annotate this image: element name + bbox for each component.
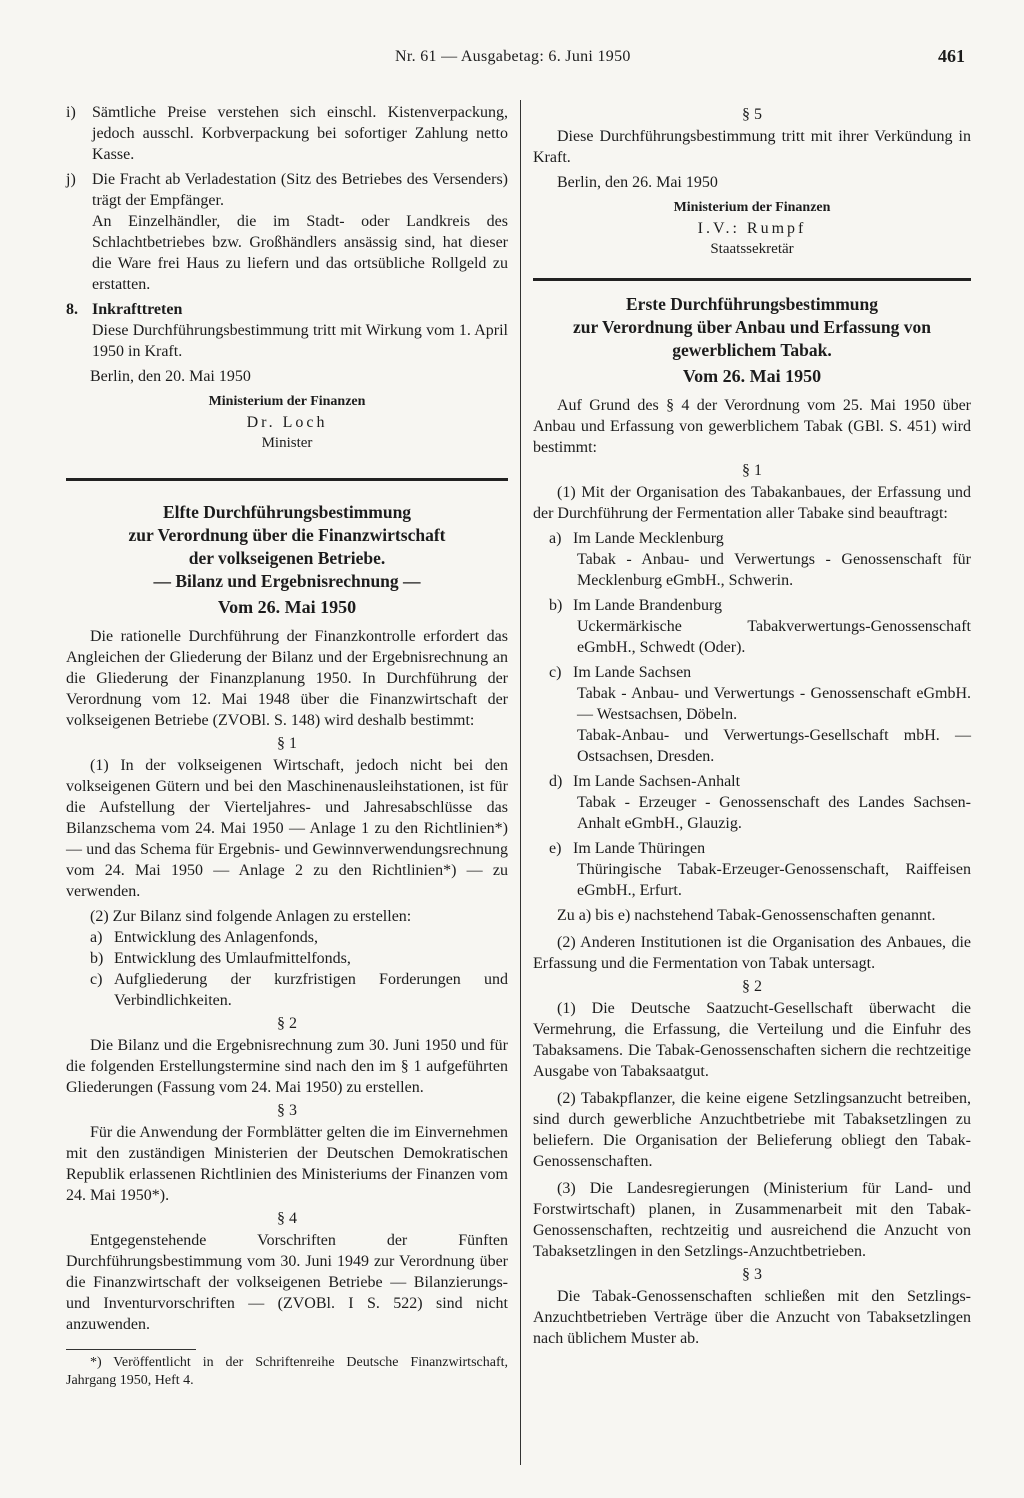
page-number: 461 bbox=[938, 46, 965, 66]
list-label: b) bbox=[90, 950, 104, 967]
paragraph-heading: § 4 bbox=[277, 1210, 297, 1227]
paragraph-text: Die Bilanz und die Ergebnisrechnung zum 30. Juni 1950 und für die folgenden Erstellungstermine sind nach den im § 1 aufgeführten Gliederungen (Fassung vom 24. Mai 1950) zu erstellen. bbox=[66, 1037, 508, 1096]
signature-ministry: Ministerium der Finanzen bbox=[208, 394, 366, 409]
list-label: c) bbox=[90, 971, 103, 988]
title-line: — Bilanz und Ergebnisrechnung — bbox=[153, 571, 421, 591]
paragraph-heading: § 3 bbox=[742, 1266, 762, 1283]
land-name: Im Lande Mecklenburg bbox=[573, 530, 724, 547]
paragraph-heading: § 2 bbox=[742, 978, 762, 995]
footnote-rule bbox=[66, 1349, 196, 1350]
list-label: a) bbox=[90, 929, 103, 946]
list-label: b) bbox=[549, 597, 563, 614]
list-label: a) bbox=[549, 530, 562, 547]
paragraph-heading: § 3 bbox=[277, 1102, 297, 1119]
paragraph-text: Die Tabak-Genossenschaften schließen mit den Setzlings-Anzuchtbetrieben Verträge über die Anzucht von Tabaksetzlingen nach üblichem Muster ab. bbox=[533, 1288, 971, 1347]
signatory-role: Minister bbox=[261, 435, 313, 451]
item-text: Die Fracht ab Verladestation (Sitz des Betriebes des Versenders) trägt der Empfänger. bbox=[92, 171, 508, 209]
title-line: gewerblichem Tabak. bbox=[672, 340, 832, 360]
paragraph-text: (2) Tabakpflanzer, die keine eigene Setzlingsanzucht betreiben, sind durch gewerbliche Anzuchtbetriebe mit Tabaksetzlingen zu beliefern. Die Organisation der Belieferung obliegt den Tabak-Genossenschaften. bbox=[533, 1090, 971, 1170]
list-item bbox=[66, 969, 508, 1011]
paragraph-text: (1) In der volkseigenen Wirtschaft, jedoch nicht bei den volkseigenen Gütern und bei den Maschinenausleihstationen, ist für die Aufstellung der Vierteljahres- und Jahresabschlüsse das Bilanzschema vom 24. Mai 1950 — Anlage 1 zu den Richtlinien*) — und das Schema für Ergebnis- und Gewinnverwendungsrechnung vom 24. Mai 1950 — Anlage 2 zu den Richtlinien*) — zu verwenden. bbox=[66, 757, 508, 900]
organization: Uckermärkische Tabakverwertungs-Genossenschaft eGmbH., Schwedt (Oder). bbox=[577, 618, 971, 656]
section-text: Diese Durchführungsbestimmung tritt mit Wirkung vom 1. April 1950 in Kraft. bbox=[92, 322, 508, 360]
list-label: c) bbox=[549, 664, 562, 681]
item-label: j) bbox=[66, 171, 76, 188]
paragraph-text: Für die Anwendung der Formblätter gelten die im Einvernehmen mit den zuständigen Ministerien der Deutschen Demokratischen Republik erlassenen Richtlinien des Ministeriums der Finanzen vom 24. Mai 1950*). bbox=[66, 1124, 508, 1204]
land-item bbox=[533, 528, 971, 549]
title-line: der volkseigenen Betriebe. bbox=[188, 548, 386, 568]
item-i bbox=[66, 102, 508, 165]
list-text: Entwicklung des Anlagenfonds, bbox=[114, 929, 318, 946]
organization: Tabak - Erzeuger - Genossenschaft des Landes Sachsen-Anhalt eGmbH., Glauzig. bbox=[577, 794, 971, 832]
paragraph-text: Zu a) bis e) nachstehend Tabak-Genossenschaften genannt. bbox=[557, 907, 936, 924]
running-title: Nr. 61 — Ausgabetag: 6. Juni 1950 bbox=[395, 48, 631, 65]
section-rule bbox=[533, 278, 971, 281]
decree-date: Vom 26. Mai 1950 bbox=[682, 366, 822, 386]
paragraph-heading: § 1 bbox=[277, 735, 297, 752]
organization: Thüringische Tabak-Erzeuger-Genossenschaft, Raiffeisen eGmbH., Erfurt. bbox=[577, 861, 971, 899]
paragraph-text: (2) Anderen Institutionen ist die Organisation des Anbaues, die Erfassung und die Fermentation von Tabak untersagt. bbox=[533, 934, 971, 972]
column-divider bbox=[520, 100, 521, 1465]
list-text: Entwicklung des Umlaufmittelfonds, bbox=[114, 950, 351, 967]
land-name: Im Lande Brandenburg bbox=[573, 597, 722, 614]
paragraph-heading: § 5 bbox=[742, 106, 762, 123]
page-header bbox=[0, 44, 1024, 74]
footnote: *) Veröffentlicht in der Schriftenreihe Deutsche Finanzwirtschaft, Jahrgang 1950, Heft 4. bbox=[66, 1355, 508, 1388]
item-text: Sämtliche Preise verstehen sich einschl. Kistenverpackung, jedoch ausschl. Korbverpackung bei sofortiger Zahlung netto Kasse. bbox=[92, 104, 508, 163]
paragraph-text: (1) Mit der Organisation des Tabakanbaues, der Erfassung und der Durchführung der Fermentation aller Tabake sind beauftragt: bbox=[533, 484, 971, 522]
list-item bbox=[66, 948, 508, 969]
decree-date: Vom 26. Mai 1950 bbox=[217, 597, 357, 617]
organization: Tabak - Anbau- und Verwertungs - Genossenschaft für Mecklenburg eGmbH., Schwerin. bbox=[577, 551, 971, 589]
paragraph-text: Diese Durchführungsbestimmung tritt mit ihrer Verkündung in Kraft. bbox=[533, 128, 971, 166]
title-line: Elfte Durchführungsbestimmung bbox=[162, 502, 412, 522]
list-item bbox=[66, 927, 508, 948]
section-8 bbox=[66, 299, 508, 362]
preamble: Auf Grund des § 4 der Verordnung vom 25. Mai 1950 über Anbau und Erfassung von gewerblichem Tabak (GBl. S. 451) wird bestimmt: bbox=[533, 397, 971, 456]
list-label: d) bbox=[549, 773, 563, 790]
list-text: Aufgliederung der kurzfristigen Forderungen und Verbindlichkeiten. bbox=[114, 971, 508, 1009]
section-rule bbox=[66, 478, 508, 481]
land-name: Im Lande Sachsen bbox=[573, 664, 692, 681]
place-date: Berlin, den 20. Mai 1950 bbox=[90, 368, 251, 385]
signature-ministry: Ministerium der Finanzen bbox=[673, 200, 831, 215]
section-label: 8. bbox=[66, 301, 78, 318]
land-item bbox=[533, 771, 971, 792]
paragraph-heading: § 2 bbox=[277, 1015, 297, 1032]
paragraph-heading: § 1 bbox=[742, 462, 762, 479]
title-line: Erste Durchführungsbestimmung bbox=[626, 294, 878, 314]
land-item bbox=[533, 662, 971, 683]
decree-title bbox=[66, 501, 508, 593]
section-title: Inkrafttreten bbox=[92, 301, 183, 318]
item-label: i) bbox=[66, 104, 76, 121]
right-column bbox=[533, 102, 971, 1349]
land-item bbox=[533, 838, 971, 859]
title-line: zur Verordnung über Anbau und Erfassung von bbox=[573, 317, 931, 337]
decree-title bbox=[533, 293, 971, 362]
paragraph-text: (2) Zur Bilanz sind folgende Anlagen zu erstellen: bbox=[90, 908, 412, 925]
paragraph-text: (3) Die Landesregierungen (Ministerium für Land- und Forstwirtschaft) planen, in Zusammenarbeit mit den Tabak-Genossenschaften, rechtzeitig und ausreichend die Anzucht von Tabaksetzlingen in den Setzlings-Anzuchtbetrieben. bbox=[533, 1180, 971, 1260]
signatory-name: Dr. Loch bbox=[246, 414, 328, 431]
signatory-role: Staatssekretär bbox=[710, 241, 794, 257]
organization: Tabak-Anbau- und Verwertungs-Gesellschaft mbH. — Ostsachsen, Dresden. bbox=[577, 727, 971, 765]
title-line: zur Verordnung über die Finanzwirtschaft bbox=[128, 525, 446, 545]
land-name: Im Lande Sachsen-Anhalt bbox=[573, 773, 741, 790]
left-column bbox=[66, 102, 508, 1390]
land-item bbox=[533, 595, 971, 616]
paragraph-text: Entgegenstehende Vorschriften der Fünften Durchführungsbestimmung vom 30. Juni 1949 zur Verordnung über die Finanzwirtschaft der volkseigenen Betriebe — Bilanzierungs- und Inventurvorschriften — (ZVOBl. I S. 522) sind nicht anzuwenden. bbox=[66, 1232, 508, 1333]
paragraph-text: (1) Die Deutsche Saatzucht-Gesellschaft überwacht die Vermehrung, die Erfassung, die Verteilung und die Einfuhr des Tabaksamens. Die Tabak-Genossenschaften sichern die rechtzeitige Ausgabe von Tabaksaatgut. bbox=[533, 1000, 971, 1080]
preamble: Die rationelle Durchführung der Finanzkontrolle erfordert das Angleichen der Gliederung der Bilanz und der Ergebnisrechnung an die Gliederung der Finanzplanung 1950. In Durchführung der Verordnung vom 12. Mai 1948 über die Finanzwirtschaft der volkseigenen Betriebe (ZVOBl. S. 148) wird deshalb bestimmt: bbox=[66, 628, 508, 729]
signatory-name: I.V.: Rumpf bbox=[697, 220, 807, 237]
item-text: An Einzelhändler, die im Stadt- oder Landkreis des Schlachtbetriebes bzw. Großhändlers ansässig sind, hat dieser die Ware frei Haus zu liefern und das ortsübliche Rollgeld zu erstatten. bbox=[92, 213, 508, 293]
organization: Tabak - Anbau- und Verwertungs - Genossenschaft eGmbH. — Westsachsen, Döbeln. bbox=[577, 685, 971, 723]
item-j bbox=[66, 169, 508, 295]
list-label: e) bbox=[549, 840, 562, 857]
land-name: Im Lande Thüringen bbox=[573, 840, 706, 857]
place-date: Berlin, den 26. Mai 1950 bbox=[557, 174, 718, 191]
